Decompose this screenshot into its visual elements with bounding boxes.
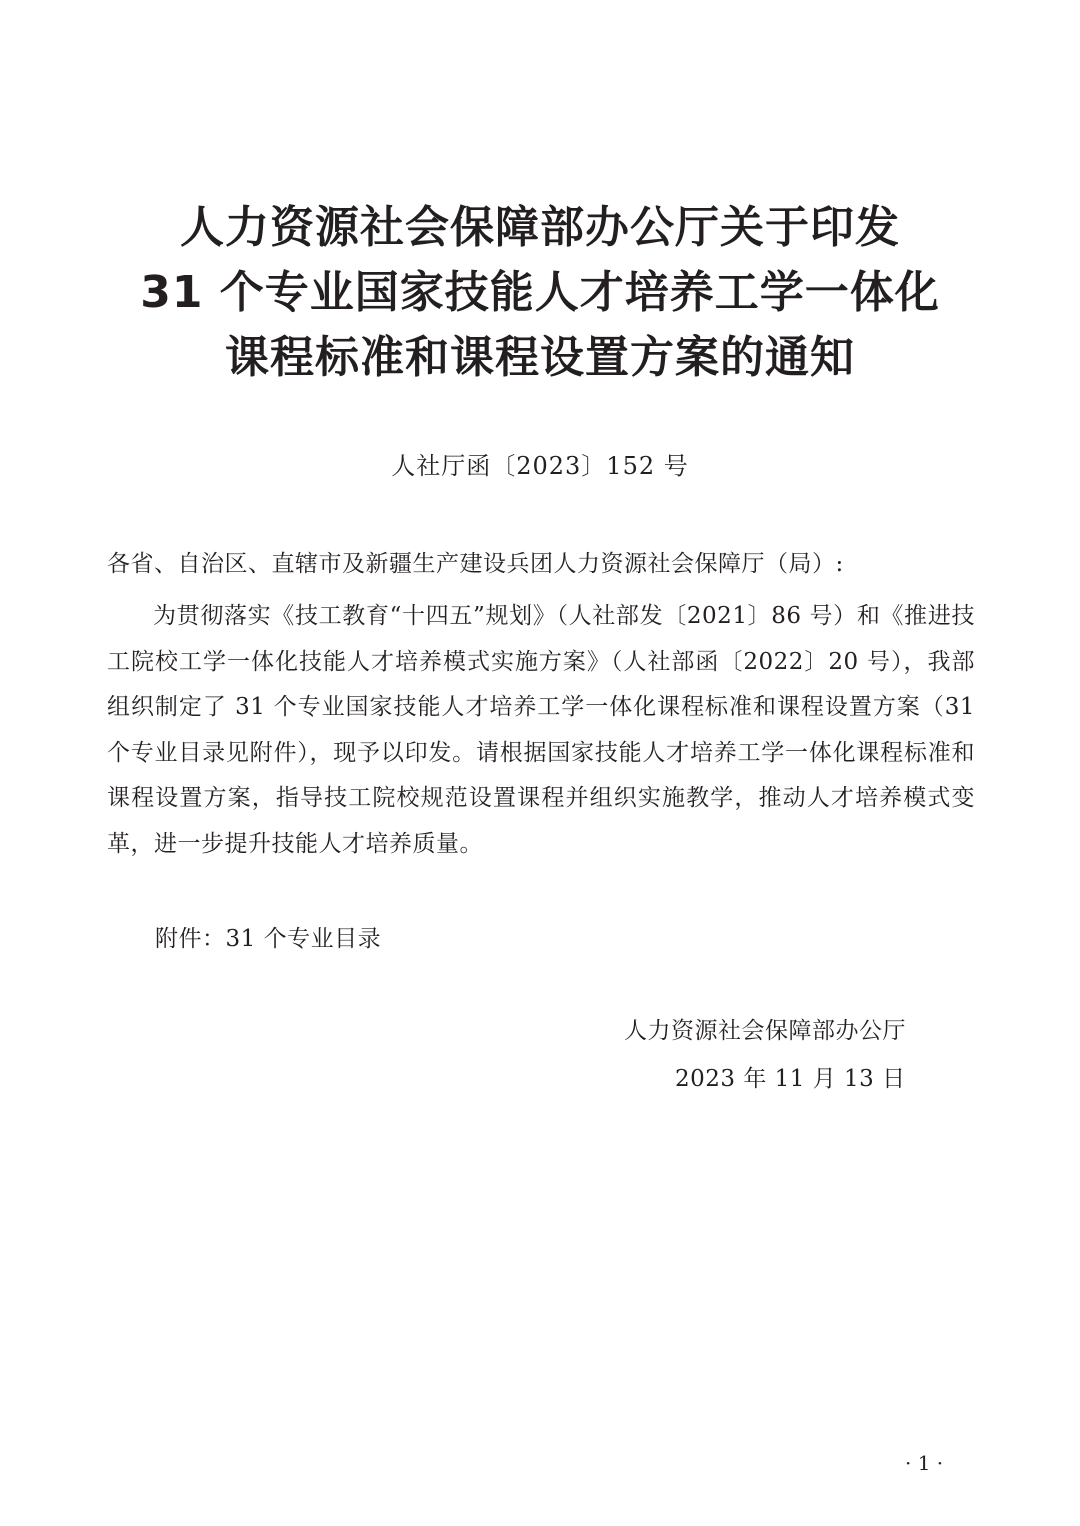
- addressee: 各省、自治区、直辖市及新疆生产建设兵团人力资源社会保障厅（局）:: [107, 551, 844, 577]
- body-paragraph: 为贯彻落实《技工教育“十四五”规划》（人社部发〔2021〕86 号）和《推进技工院校工学一体化技能人才培养模式实施方案》（人社部函〔2022〕20 号），我部组织制定了 31 个专业国家技能人才培养工学一体化课程标准和课程设置方案（31 个专业目录见附件），现予以印发。请根据国家技能人才培养工学一体化课程标准和课程设置方案，指导技工院校规范设置课程并组织实施教学，推动人才培养模式变革，进一步提升技能人才培养质量。: [107, 603, 975, 857]
- title-line-1: 人力资源社会保障部办公厅关于印发: [180, 202, 900, 253]
- document-title: [0, 195, 1080, 390]
- issuing-authority: 人力资源社会保障部办公厅: [624, 1018, 906, 1044]
- issue-date: 2023 年 11 月 13 日: [675, 1066, 906, 1092]
- title-line-3: 课程标准和课程设置方案的通知: [225, 332, 855, 383]
- title-line-2: 31 个专业国家技能人才培养工学一体化: [140, 267, 940, 318]
- document-number: 人社厅函〔2023〕152 号: [391, 452, 689, 480]
- page-number: · 1 ·: [905, 1451, 944, 1475]
- attachment-line: 附件：31 个专业目录: [155, 926, 382, 952]
